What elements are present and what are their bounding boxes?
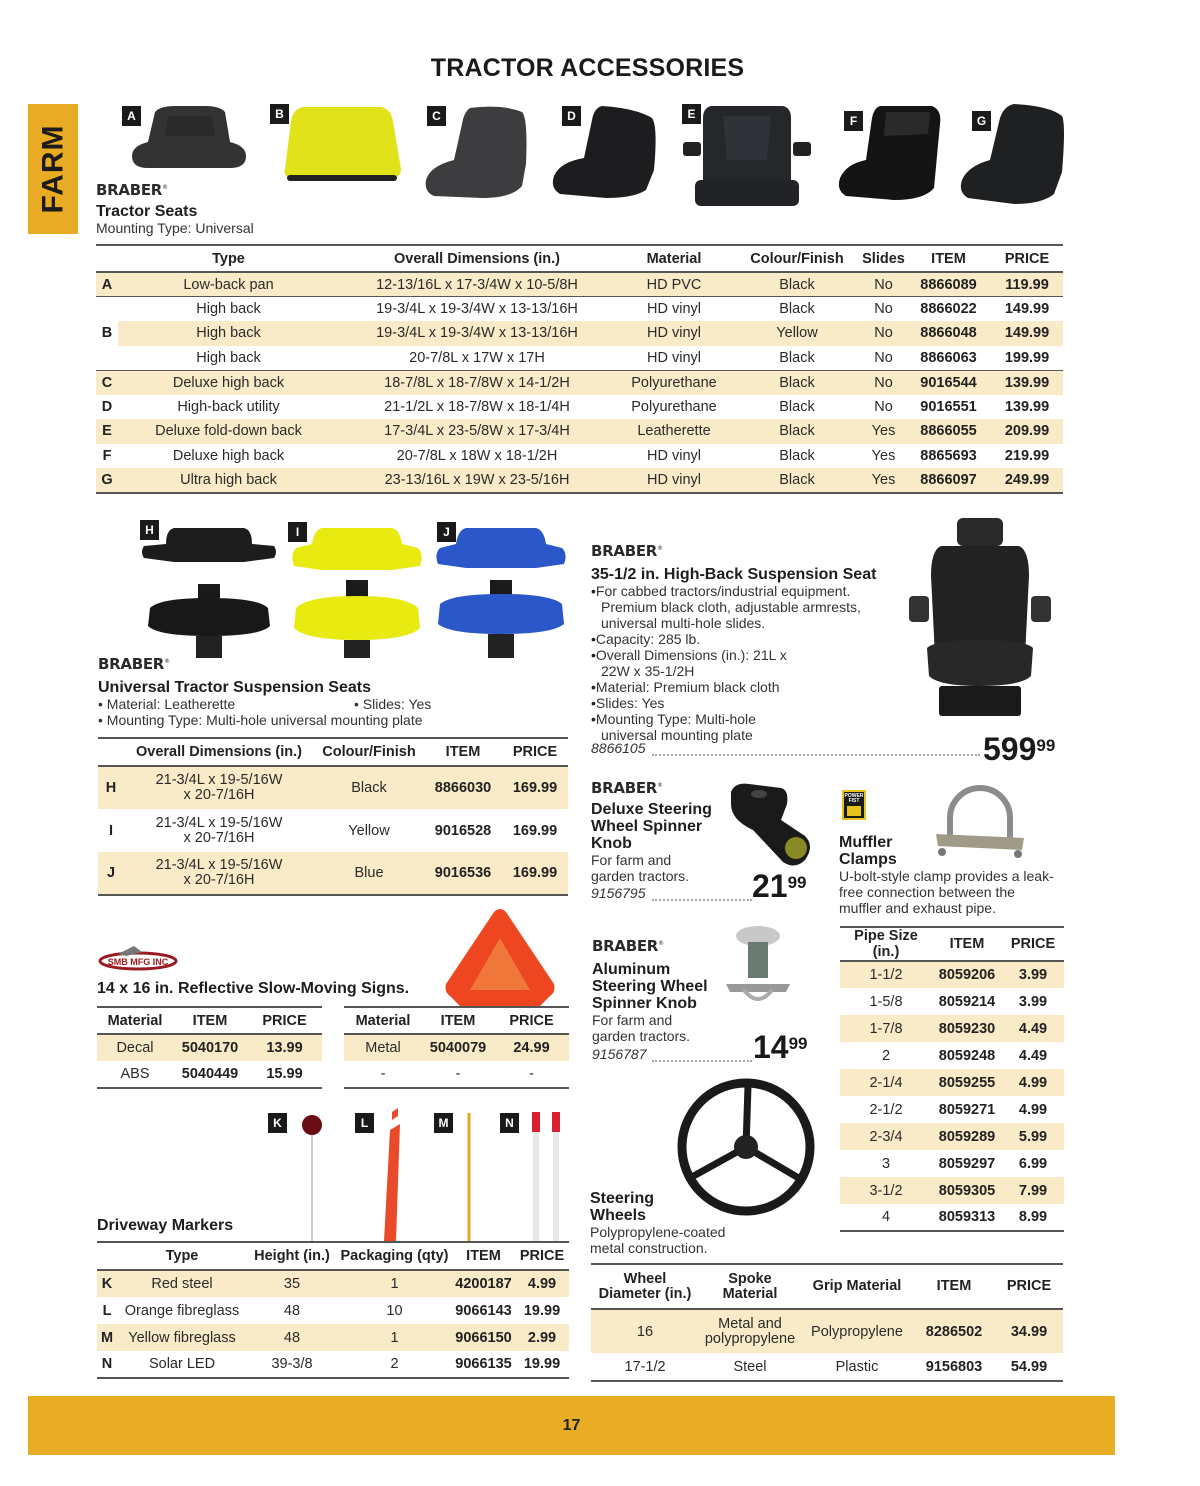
image-label-c: C	[427, 106, 446, 126]
table-row: B High back 19-3/4L x 19-3/4W x 13-13/16H HD vinyl Yellow No 8866048 149.99	[96, 321, 1063, 346]
marker-image-n	[528, 1110, 568, 1241]
table-row: ABS 5040449 15.99	[120, 1066, 303, 1082]
marker-image-m	[464, 1113, 474, 1241]
product-title-high-back-seat: 35-1/2 in. High-Back Suspension Seat	[591, 566, 877, 583]
col-colour: Colour/Finish	[750, 250, 844, 267]
product-title-suspension-seats: Universal Tractor Suspension Seats	[98, 679, 371, 696]
col-material: Material	[355, 1012, 411, 1029]
table-row: 1-7/8 8059230 4.49	[840, 1015, 1064, 1042]
marker-image-l	[378, 1104, 408, 1241]
col-price: PRICE	[512, 744, 558, 760]
table-row: 3-1/2 8059305 7.99	[840, 1177, 1064, 1204]
muffler-clamps-table	[840, 926, 1064, 1232]
table-row: - - -	[380, 1066, 534, 1082]
product-title-tractor-seats: Tractor Seats	[96, 203, 198, 220]
table-row: E Deluxe fold-down back 17-3/4L x 23-5/8W x 17-3/4H Leatherette Black Yes 8866055 209.99	[96, 419, 1063, 444]
price: $21^{99}$	[752, 868, 807, 904]
col-item: ITEM	[192, 1012, 228, 1029]
table-row: Metal 5040079 24.99	[344, 1034, 569, 1061]
braber-logo: BRABER®	[591, 542, 663, 560]
table-row: A Low-back pan 12-13/16L x 17-3/4W x 10-5/8H HD PVC Black No 8866089 119.99	[96, 272, 1063, 297]
high-back-seat-image	[905, 516, 1055, 726]
image-label-g: G	[972, 111, 991, 131]
col-colour: Colour/Finish	[322, 744, 416, 760]
product-title-steering-wheels: Steering Wheels	[590, 1190, 655, 1224]
col-slides: Slides	[862, 250, 905, 267]
page-number: 17	[562, 1416, 581, 1434]
table-row: G Ultra high back 23-13/16L x 19W x 23-5/16H HD vinyl Black Yes 8866097 249.99	[96, 468, 1063, 493]
marker-image-k	[298, 1113, 328, 1241]
steering-wheels-table	[591, 1263, 1063, 1382]
seat-image-e	[683, 102, 811, 212]
price: $14^{99}$	[753, 1029, 808, 1065]
power-fist-logo: POWER FIST	[842, 790, 866, 820]
table-row: H 21-3/4L x 19-5/16W x 20-7/16H Black 8866030 169.99	[98, 766, 568, 809]
slow-moving-sign-image	[444, 908, 556, 1008]
suspension-seats-table	[98, 737, 568, 896]
signs-table-right	[344, 1006, 569, 1089]
col-item: ITEM	[440, 1012, 476, 1029]
image-label-n: N	[500, 1113, 519, 1133]
col-material: Material	[646, 250, 702, 267]
table-row: 2 8059248 4.49	[881, 1047, 1048, 1064]
product-title-aluminum-knob: Aluminum Steering Wheel Spinner Knob	[592, 961, 708, 1012]
product-title-driveway-markers: Driveway Markers	[97, 1217, 234, 1234]
bullet-slides: • Slides: Yes	[354, 696, 432, 712]
price: $599^{99}$	[983, 731, 1056, 767]
seat-image-i	[288, 524, 426, 658]
product-title-spinner-knob: Deluxe Steering Wheel Spinner Knob	[591, 801, 712, 852]
table-row: D High-back utility 21-1/2L x 18-7/8W x 18-1/4H Polyurethane Black No 9016551 139.99	[101, 398, 1050, 415]
col-item: ITEM	[445, 744, 481, 760]
svg-text:SMB MFG INC: SMB MFG INC	[107, 957, 169, 967]
table-row: K Red steel 35 1 4200187 4.99	[97, 1270, 569, 1297]
page-title: TRACTOR ACCESSORIES	[430, 54, 745, 82]
col-item: ITEM	[466, 1248, 501, 1264]
col-diameter: Wheel Diameter (in.)	[598, 1270, 692, 1302]
col-height: Height (in.)	[254, 1248, 330, 1264]
product-title-slow-moving-signs: 14 x 16 in. Reflective Slow-Moving Signs.	[97, 980, 410, 997]
col-item: ITEM	[936, 1278, 972, 1294]
table-row: I 21-3/4L x 19-5/16W x 20-7/16H Yellow 9016528 169.99	[108, 814, 558, 846]
table-row: 4 8059313 8.99	[881, 1209, 1048, 1225]
bullet-material: • Material: Leatherette	[98, 696, 236, 712]
col-item: ITEM	[949, 936, 985, 952]
seat-image-h	[140, 524, 278, 658]
col-item: ITEM	[931, 250, 966, 267]
product-description: U-bolt-style clamp provides a leak-free connection between the muffler and exhaust pipe.	[839, 868, 1054, 916]
product-description: For farm and garden tractors.	[592, 1012, 691, 1044]
bullet-mounting: • Mounting Type: Multi-hole universal mounting plate	[98, 712, 423, 728]
leader-dots	[652, 754, 980, 756]
driveway-markers-table	[97, 1241, 569, 1379]
section-tab-label: FARM	[36, 124, 69, 214]
braber-logo: BRABER®	[96, 181, 168, 199]
feature-list: • For cabbed tractors/industrial equipment. Premium black cloth, adjustable armrests, universal multi-hole slides. • Capacity: 285 lb. • Overall Dimensions (in.): 21L x 22W x 35-1/2H • Material: Premium black cloth • Slides: Yes • Mounting Type: Multi-hole universal mounting plate	[591, 583, 891, 743]
braber-logo: BRABER®	[98, 655, 170, 673]
col-price: PRICE	[1006, 1278, 1052, 1294]
muffler-clamp-image	[930, 778, 1030, 860]
product-title-muffler-clamps: Muffler Clamps	[839, 834, 897, 868]
product-description: For farm and garden tractors.	[591, 852, 690, 884]
item-number: 9156787	[592, 1046, 647, 1062]
col-type: Type	[165, 1248, 199, 1264]
tractor-seats-table	[96, 244, 1063, 494]
section-tab-farm	[28, 104, 78, 234]
col-type: Type	[212, 250, 245, 267]
image-label-i: I	[288, 522, 307, 542]
table-row: M Yellow fibreglass 48 1 9066150 2.99	[97, 1324, 569, 1351]
col-price: PRICE	[1010, 936, 1056, 952]
table-row: 3 8059297 6.99	[881, 1155, 1048, 1172]
table-row: 17-1/2 Steel Plastic 9156803 54.99	[624, 1358, 1048, 1375]
seat-image-d	[550, 104, 660, 200]
image-label-m: M	[434, 1113, 453, 1133]
spinner-knob-image	[725, 780, 815, 870]
table-row: 1-1/2 8059206 3.99	[840, 961, 1064, 988]
image-label-a: A	[122, 106, 141, 126]
page-footer	[28, 1396, 1115, 1455]
seat-image-c	[422, 104, 530, 200]
col-dimensions: Overall Dimensions (in.)	[136, 744, 302, 760]
table-row: High back 20-7/8L x 17W x 17H HD vinyl Black No 8866063 199.99	[196, 349, 1050, 366]
image-label-h: H	[140, 520, 159, 540]
leader-dots	[652, 899, 752, 901]
product-subtitle: Mounting Type: Universal	[96, 220, 254, 236]
braber-logo: BRABER®	[592, 937, 664, 955]
seat-image-f	[836, 102, 946, 202]
table-row: Decal 5040170 13.99	[97, 1034, 322, 1061]
item-number: 8866105	[591, 740, 646, 756]
table-row: 2-1/4 8059255 4.99	[840, 1069, 1064, 1096]
table-row: High back 19-3/4L x 19-3/4W x 13-13/16H HD vinyl Black No 8866022 149.99	[96, 297, 1063, 322]
table-row: 2-1/2 8059271 4.99	[869, 1101, 1048, 1118]
seat-image-g	[958, 102, 1066, 206]
image-label-e: E	[682, 104, 701, 124]
image-label-l: L	[355, 1113, 374, 1133]
image-label-b: B	[270, 104, 289, 124]
col-spoke: Spoke Material	[722, 1270, 778, 1302]
col-dimensions: Overall Dimensions (in.)	[394, 250, 560, 267]
table-row: 2-3/4 8059289 5.99	[840, 1123, 1064, 1150]
col-pipe-size: Pipe Size (in.)	[854, 928, 918, 960]
image-label-f: F	[844, 111, 863, 131]
table-row: N Solar LED 39-3/8 2 9066135 19.99	[101, 1356, 561, 1372]
table-row: L Orange fibreglass 48 10 9066143 19.99	[102, 1302, 561, 1319]
table-row: J 21-3/4L x 19-5/16W x 20-7/16H Blue 9016536 169.99	[98, 852, 568, 895]
leader-dots	[652, 1060, 752, 1062]
steering-wheel-image	[672, 1078, 820, 1216]
image-label-d: D	[562, 106, 581, 126]
seat-image-b	[283, 103, 401, 183]
image-label-j: J	[437, 522, 456, 542]
col-material: Material	[107, 1012, 163, 1029]
image-label-k: K	[268, 1113, 287, 1133]
col-price: PRICE	[262, 1012, 307, 1029]
table-row: F Deluxe high back 20-7/8L x 18W x 18-1/2H HD vinyl Black Yes 8865693 219.99	[102, 447, 1050, 464]
product-description: Polypropylene-coated metal construction.	[590, 1224, 726, 1256]
col-price: PRICE	[1004, 250, 1050, 267]
item-number: 9156795	[591, 885, 646, 901]
table-row: 1-5/8 8059214 3.99	[869, 993, 1048, 1010]
col-price: PRICE	[519, 1248, 565, 1264]
seat-image-j	[432, 524, 570, 658]
signs-table-left	[97, 1006, 322, 1089]
seat-image-a	[130, 104, 248, 174]
braber-logo: BRABER®	[591, 779, 663, 797]
col-packaging: Packaging (qty)	[340, 1248, 449, 1264]
aluminum-knob-image	[722, 924, 794, 1004]
table-row: 16 Metal and polypropylene Polypropylene 8286502 34.99	[591, 1309, 1063, 1353]
col-price: PRICE	[509, 1012, 554, 1029]
col-grip: Grip Material	[812, 1278, 902, 1294]
table-row: C Deluxe high back 18-7/8L x 18-7/8W x 14-1/2H Polyurethane Black No 9016544 139.99	[96, 370, 1063, 395]
smb-mfg-logo	[98, 944, 178, 972]
